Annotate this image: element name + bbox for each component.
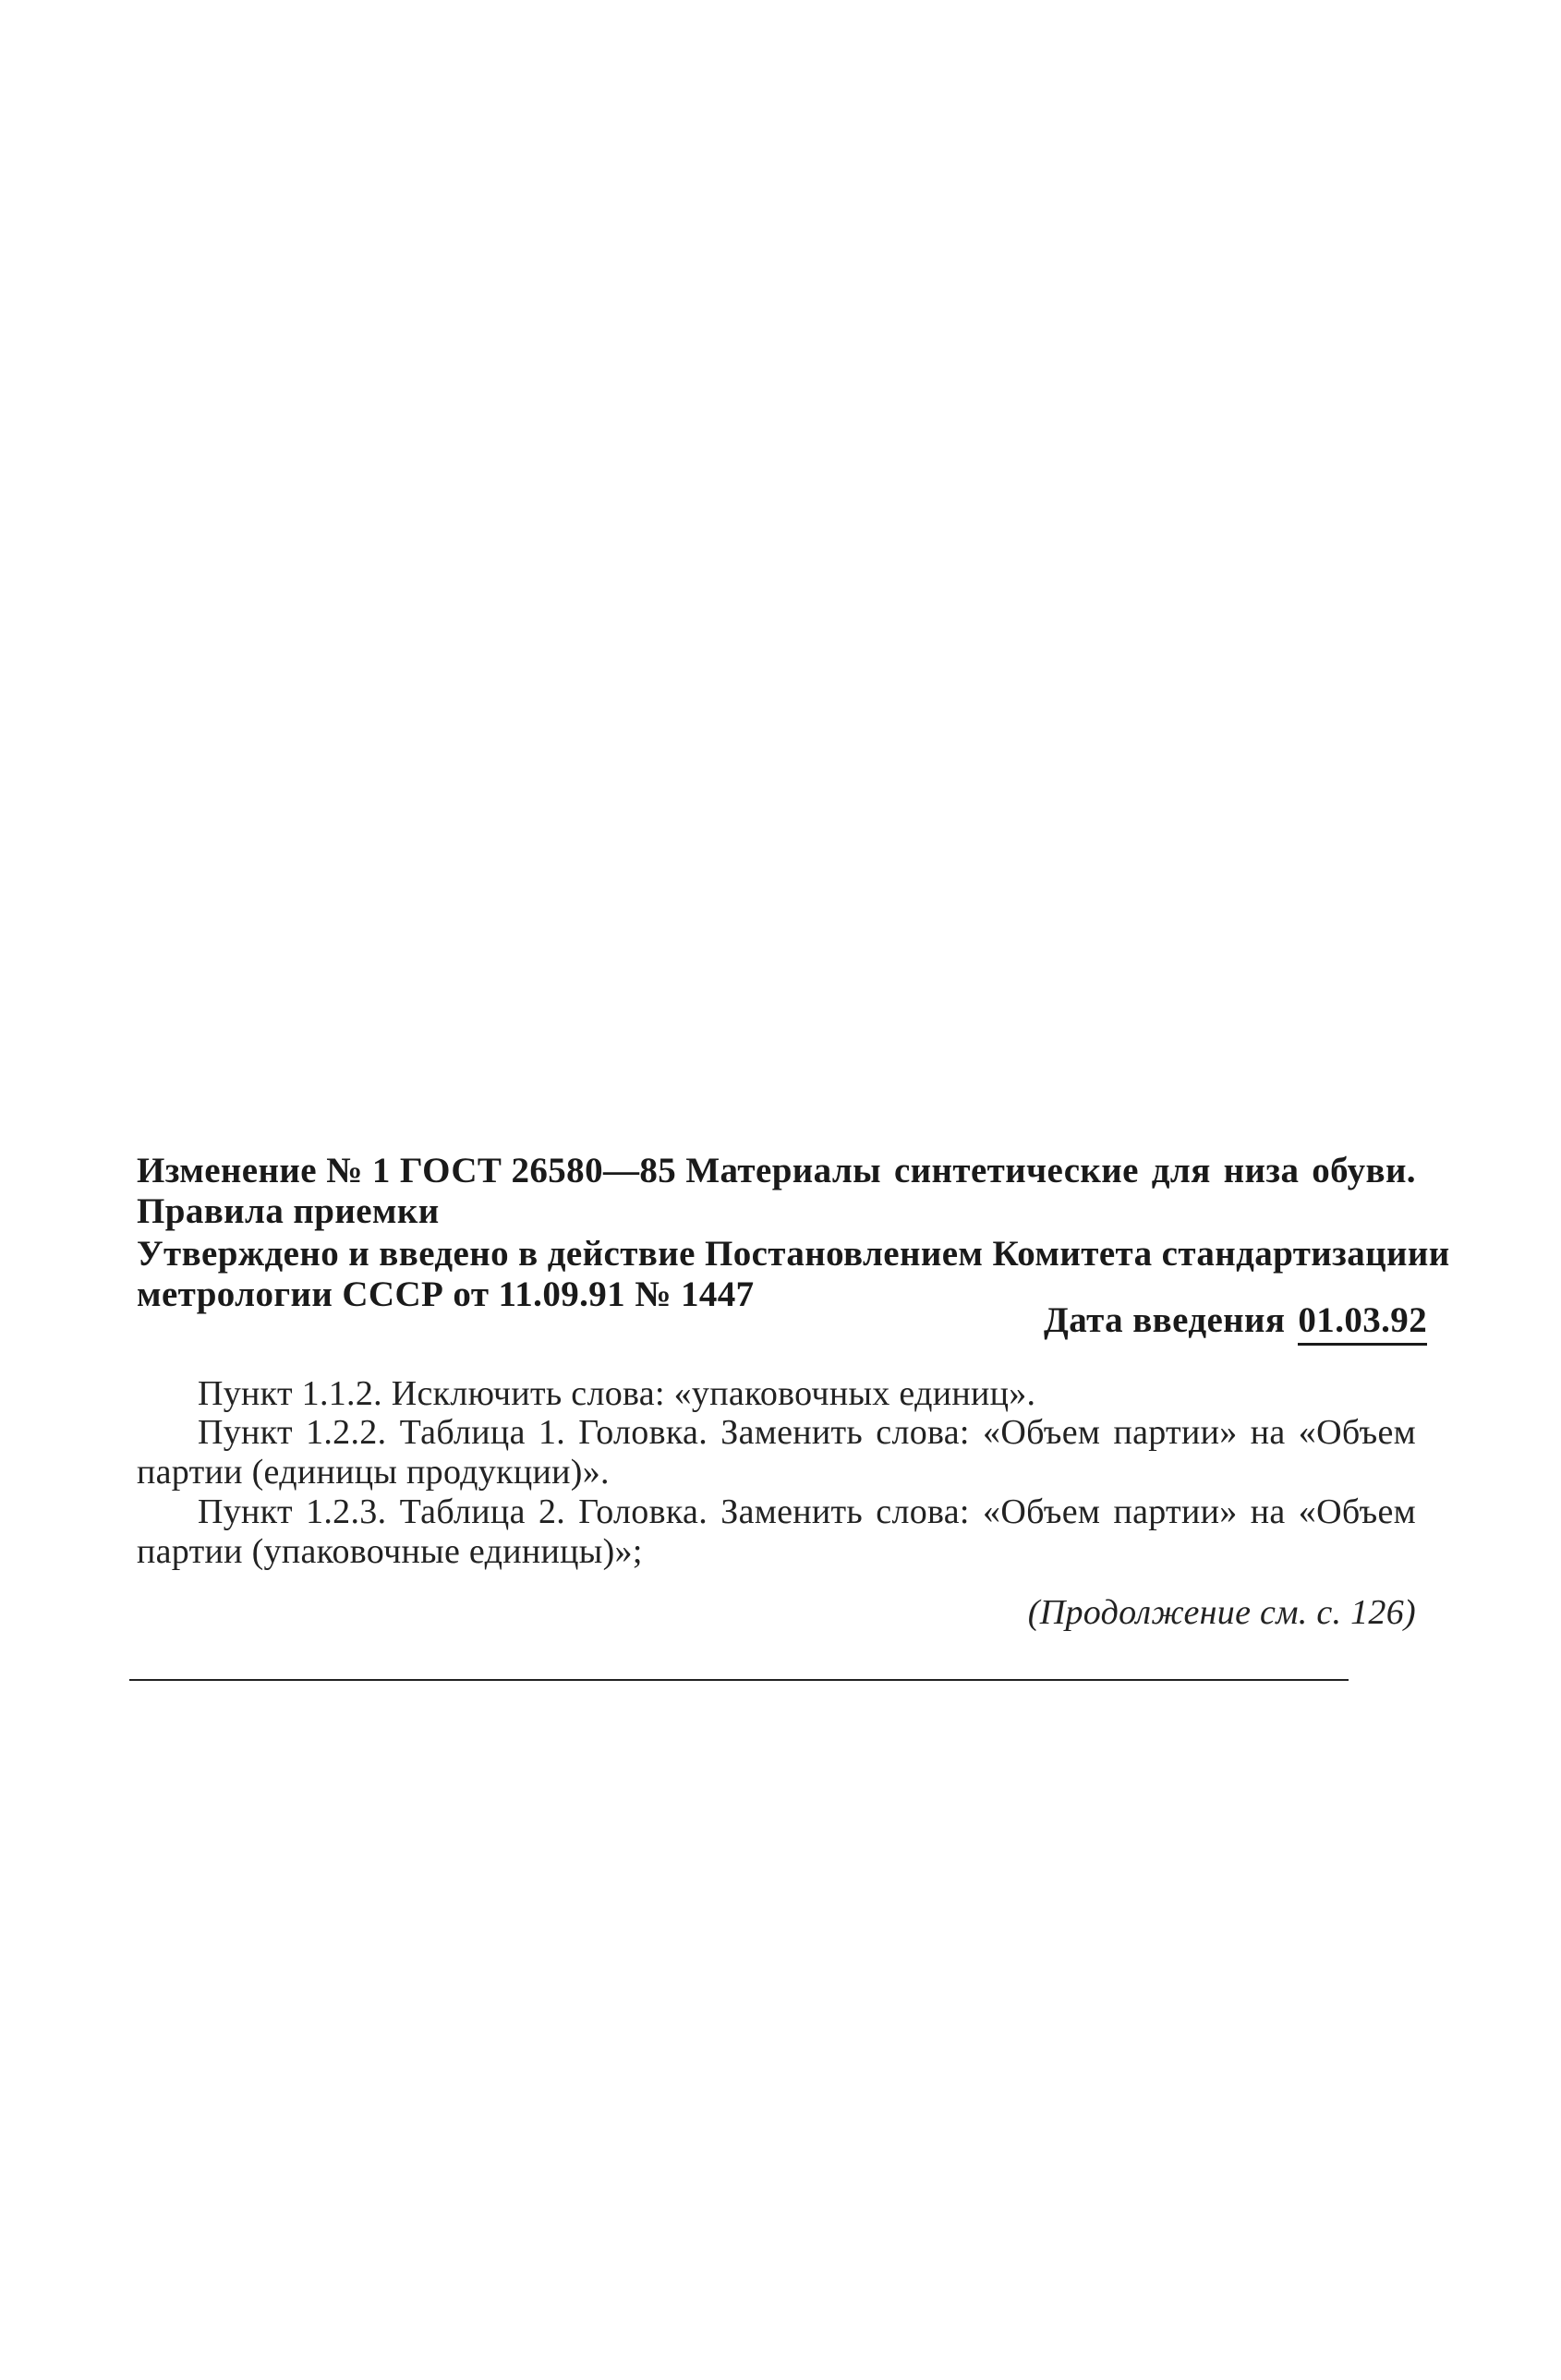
paragraph-1: Пункт 1.1.2. Исключить слова: «упаковочных единиц». (198, 1374, 1036, 1413)
title-word: Изменение № 1 ГОСТ 26580—85 Материалы (137, 1151, 882, 1190)
approval-line-2: метрологии СССР от 11.09.91 № 1447 (137, 1275, 755, 1314)
amendment-title (137, 1151, 1416, 1232)
approval-line-1 (137, 1234, 1450, 1275)
effective-date-value: 01.03.92 (1298, 1300, 1427, 1346)
amendment-title-line-1 (137, 1151, 1416, 1191)
amendment-title-line-2: Правила приемки (137, 1191, 440, 1231)
approval-text: Утверждено и введено в действие Постановлением Комитета стандартизации (137, 1234, 1429, 1274)
divider-rule (129, 1679, 1349, 1681)
approval-text: и (1428, 1234, 1450, 1274)
title-word: низа (1223, 1151, 1300, 1190)
paragraph-2: Пункт 1.2.2. Таблица 1. Головка. Заменить слова: «Объем партии» на «Объем партии (единицы продукции)». (137, 1413, 1416, 1492)
effective-date-label: Дата введения (1044, 1300, 1286, 1340)
paragraph-3: Пункт 1.2.3. Таблица 2. Головка. Заменить слова: «Объем партии» на «Объем партии (упаковочные единицы)»; (137, 1492, 1416, 1571)
title-word: синтетические (893, 1151, 1139, 1190)
continued-note: (Продолжение см. с. 126) (1027, 1593, 1416, 1632)
title-word: обуви. (1312, 1151, 1416, 1190)
title-word: для (1151, 1151, 1211, 1190)
effective-date (1044, 1300, 1428, 1346)
